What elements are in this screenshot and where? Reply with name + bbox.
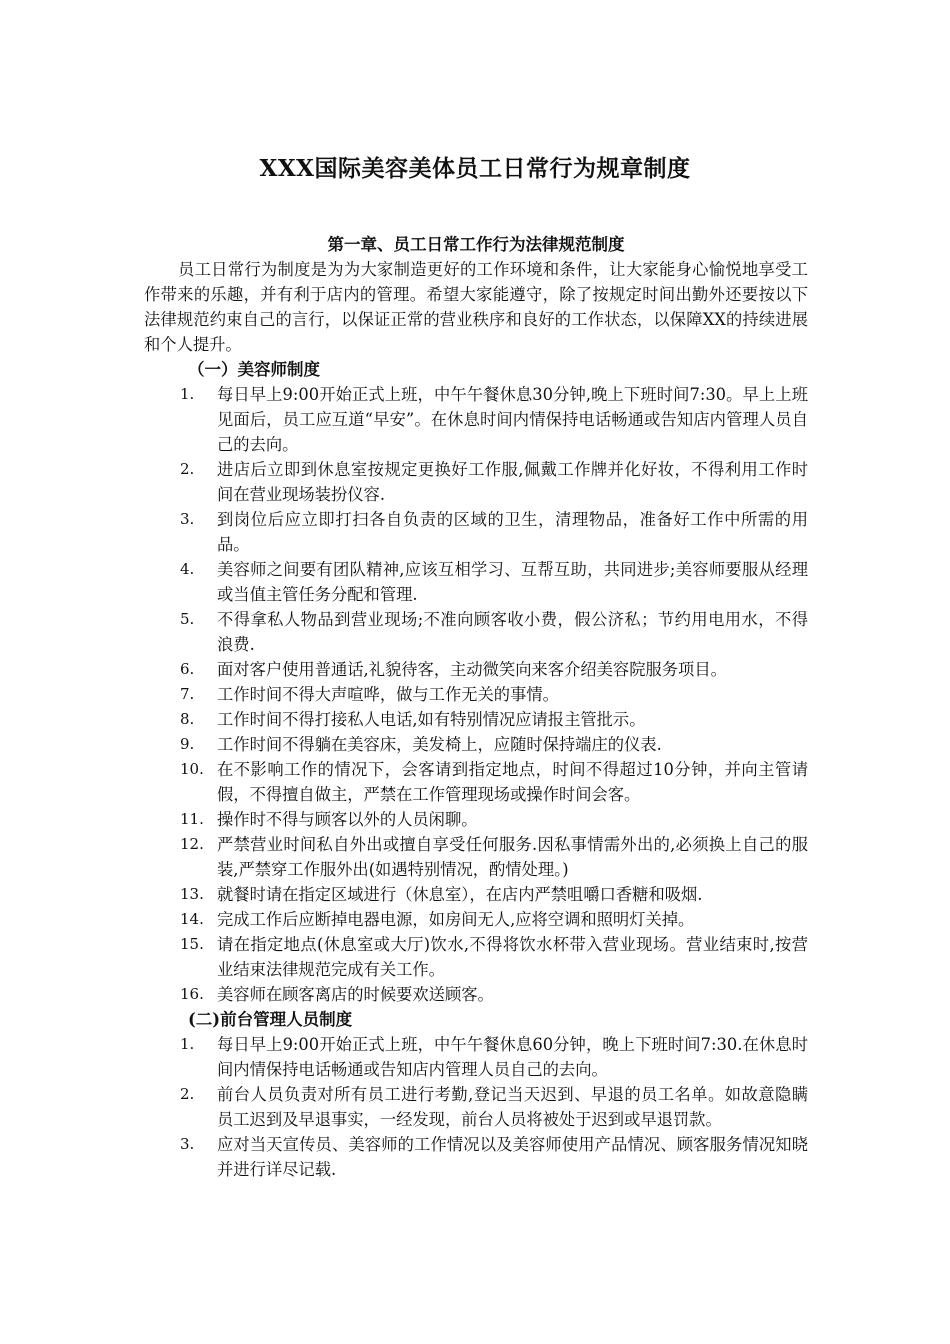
list-item-text: 请在指定地点(休息室或大厅)饮水,不得将饮水杯带入营业现场。营业结束时,按营业结束法律规范完成有关工作。	[217, 935, 808, 979]
list-item-number: 10.	[180, 760, 204, 778]
list-item	[144, 382, 808, 457]
list-item-text: 每日早上9:00开始正式上班，中午午餐休息60分钟，晚上下班时间7:30.在休息时间内情保持电话畅通或告知店内管理人员自己的去向。	[217, 1035, 808, 1079]
list-item	[144, 557, 808, 607]
list-item	[144, 1032, 808, 1082]
list-item-number: 2.	[180, 1085, 195, 1103]
list-item-number: 7.	[180, 685, 195, 703]
list-item-text: 工作时间不得打接私人电话,如有特别情况应请报主管批示。	[217, 710, 646, 729]
list-item-text: 前台人员负责对所有员工进行考勤,登记当天迟到、早退的员工名单。如故意隐瞒员工迟到及早退事实，一经发现，前台人员将被处于迟到或早退罚款。	[217, 1085, 808, 1129]
beautician-rules-list	[144, 382, 808, 1007]
list-item-text: 到岗位后应立即打扫各自负责的区域的卫生，清理物品，准备好工作中所需的用品。	[217, 510, 808, 554]
document-body	[144, 232, 808, 1182]
list-item-text: 美容师之间要有团队精神,应该互相学习、互帮互助，共同进步;美容师要服从经理或当值主管任务分配和管理.	[217, 560, 808, 604]
list-item-text: 工作时间不得大声喧哗，做与工作无关的事情。	[217, 685, 559, 704]
list-item	[144, 707, 808, 732]
list-item-number: 9.	[180, 735, 195, 753]
list-item-number: 11.	[180, 810, 204, 828]
list-item-text: 不得拿私人物品到营业现场;不准向顾客收小费，假公济私；节约用电用水，不得浪费.	[217, 610, 808, 654]
list-item	[144, 1082, 808, 1132]
list-item-number: 8.	[180, 710, 195, 728]
list-item-number: 12.	[180, 835, 204, 853]
list-item	[144, 657, 808, 682]
section-heading-front-desk: (二)前台管理人员制度	[188, 1010, 353, 1029]
chapter-heading: 第一章、员工日常工作行为法律规范制度	[327, 235, 625, 254]
list-item	[144, 932, 808, 982]
list-item-number: 5.	[180, 610, 195, 628]
list-item-text: 面对客户使用普通话,礼貌待客，主动微笑向来客介绍美容院服务项目。	[217, 660, 727, 679]
list-item-text: 在不影响工作的情况下，会客请到指定地点，时间不得超过10分钟，并向主管请假，不得擅自做主，严禁在工作管理现场或操作时间会客。	[217, 760, 808, 804]
list-item-text: 完成工作后应断掉电器电源，如房间无人,应将空调和照明灯关掉。	[217, 910, 695, 929]
list-item-text: 操作时不得与顾客以外的人员闲聊。	[217, 810, 478, 829]
list-item-text: 美容师在顾客离店的时候要欢送顾客。	[217, 985, 494, 1004]
list-item	[144, 507, 808, 557]
list-item-text: 每日早上9:00开始正式上班，中午午餐休息30分钟,晚上下班时间7:30。早上上班见面后，员工应互道“早安”。在休息时间内情保持电话畅通或告知店内管理人员自己的去向。	[217, 385, 808, 454]
section-heading-beautician: （一）美容师制度	[188, 360, 320, 379]
list-item	[144, 457, 808, 507]
list-item-number: 14.	[180, 910, 204, 928]
front-desk-rules-list	[144, 1032, 808, 1182]
list-item	[144, 882, 808, 907]
intro-paragraph: 员工日常行为制度是为为大家制造更好的工作环境和条件，让大家能身心愉悦地享受工作带来的乐趣，并有利于店内的管理。希望大家能遵守，除了按规定时间出勤外还要按以下法律规范约束自己的言行，以保证正常的营业秩序和良好的工作状态，以保障XX的持续进展和个人提升。	[144, 260, 808, 354]
list-item	[144, 607, 808, 657]
list-item-text: 工作时间不得躺在美容床，美发椅上，应随时保持端庄的仪表.	[217, 735, 662, 754]
list-item-number: 2.	[180, 460, 195, 478]
list-item-number: 4.	[180, 560, 195, 578]
list-item	[144, 832, 808, 882]
list-item-number: 16.	[180, 985, 204, 1003]
list-item-number: 6.	[180, 660, 195, 678]
list-item-text: 严禁营业时间私自外出或擅自享受任何服务.因私事情需外出的,必须换上自己的服装,严禁穿工作服外出(如遇特别情况，酌情处理。)	[217, 835, 808, 879]
list-item-number: 13.	[180, 885, 204, 903]
list-item	[144, 982, 808, 1007]
list-item-number: 1.	[180, 385, 195, 403]
list-item	[144, 732, 808, 757]
list-item-text: 应对当天宣传员、美容师的工作情况以及美容师使用产品情况、顾客服务情况知晓并进行详尽记载.	[217, 1135, 808, 1179]
list-item	[144, 807, 808, 832]
document-title: XXX国际美容美体员工日常行为规章制度	[259, 155, 691, 182]
list-item	[144, 1132, 808, 1182]
list-item-number: 1.	[180, 1035, 195, 1053]
list-item	[144, 682, 808, 707]
list-item-number: 3.	[180, 1135, 195, 1153]
list-item-number: 3.	[180, 510, 195, 528]
list-item-number: 15.	[180, 935, 204, 953]
list-item	[144, 757, 808, 807]
list-item-text: 就餐时请在指定区域进行（休息室），在店内严禁咀嚼口香糖和吸烟.	[217, 885, 703, 904]
list-item-text: 进店后立即到休息室按规定更换好工作服,佩戴工作牌并化好妆，不得利用工作时间在营业现场装扮仪容.	[217, 460, 808, 504]
list-item	[144, 907, 808, 932]
